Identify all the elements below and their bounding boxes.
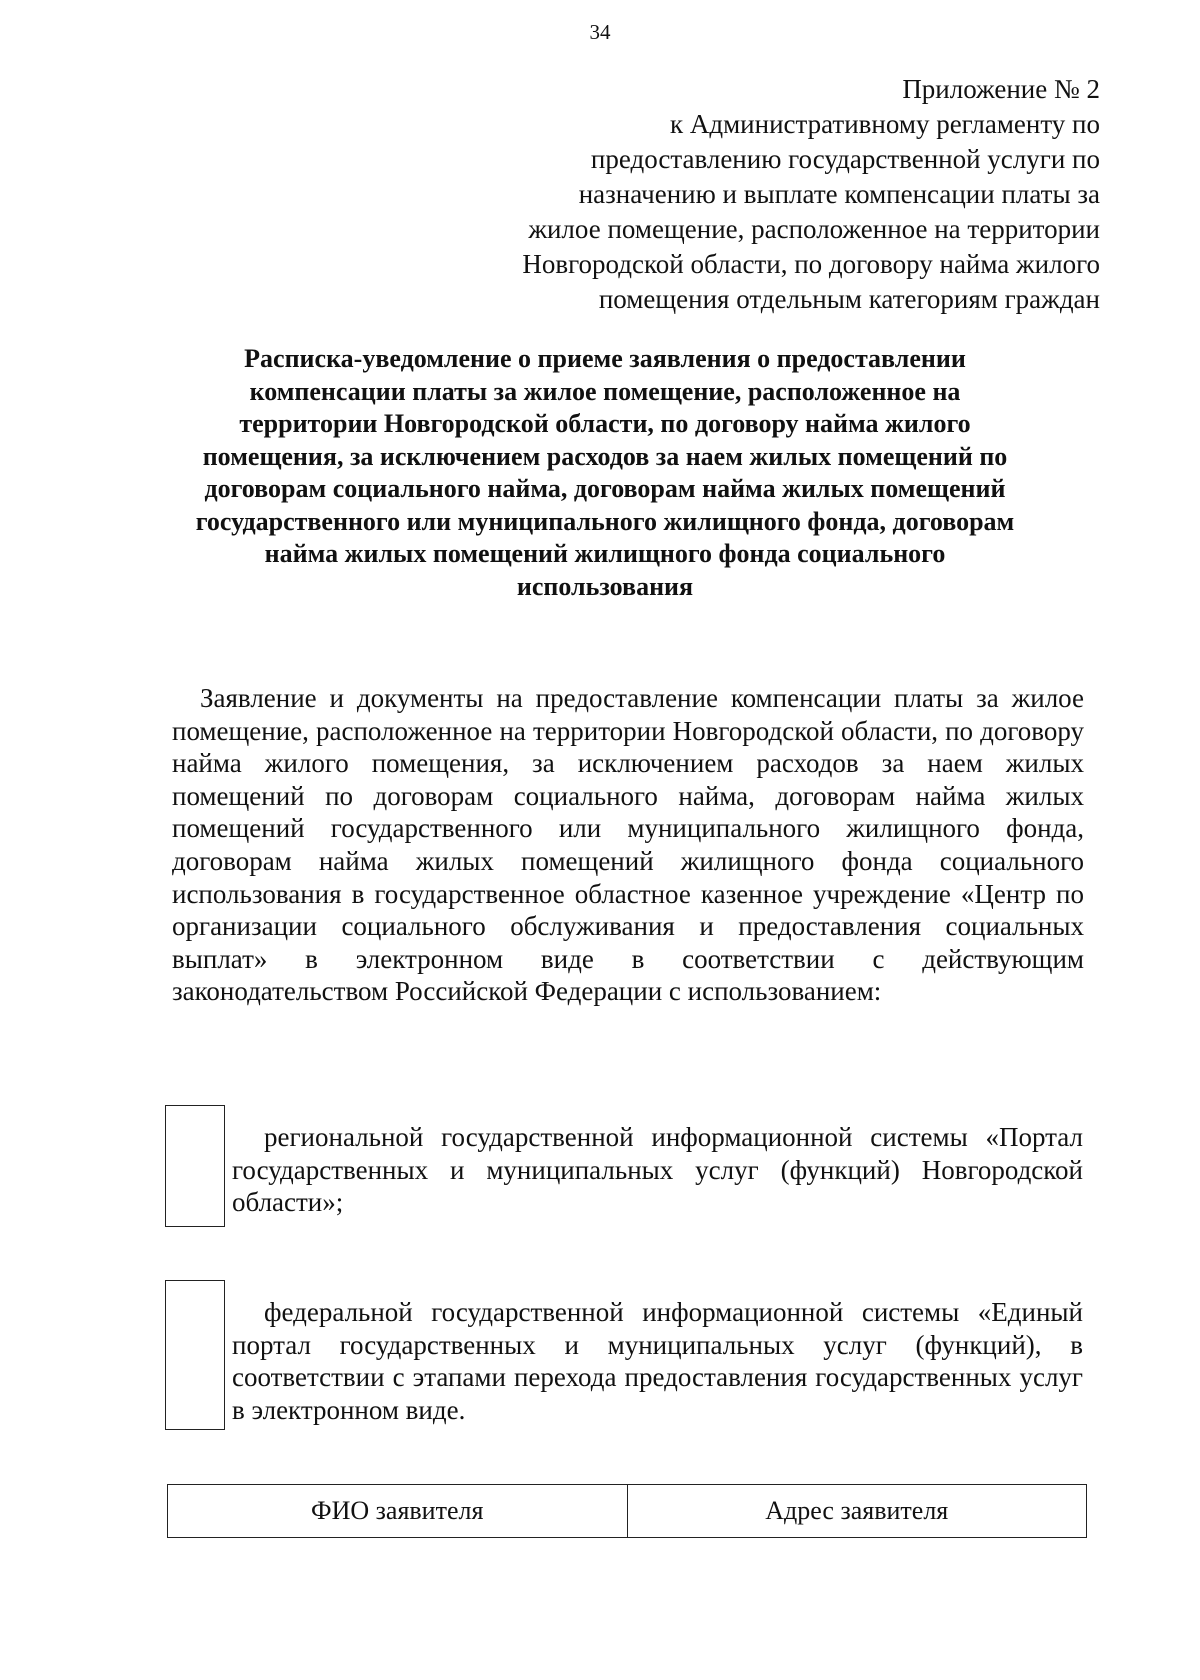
- title-line: найма жилых помещений жилищного фонда социального: [264, 539, 946, 568]
- table-header-row: [168, 1485, 1087, 1538]
- title-line: государственного или муниципального жилищного фонда, договорам: [195, 506, 1015, 536]
- title-line: Расписка-уведомление о приеме заявления о предоставлении: [244, 344, 966, 373]
- title-line: компенсации платы за жилое помещение, расположенное на: [249, 376, 961, 406]
- title-line: помещения, за исключением расходов за наем жилых помещений по: [202, 441, 1008, 471]
- appendix-line: к Административному регламенту по: [669, 109, 1100, 139]
- table-header-name: ФИО заявителя: [168, 1485, 628, 1538]
- option-text: региональной государственной информационной системы «Портал государственных и муниципальных услуг (функций) Новгородской области»;: [232, 1122, 1083, 1217]
- appendix-line: предоставлению государственной услуги по: [590, 144, 1100, 174]
- table-header-address: Адрес заявителя: [627, 1485, 1087, 1538]
- document-title: [160, 343, 1050, 603]
- page-number: 34: [589, 20, 611, 44]
- appendix-header: [480, 72, 1100, 317]
- title-line: договорам социального найма, договорам найма жилых помещений: [204, 474, 1006, 503]
- title-line: территории Новгородской области, по договору найма жилого: [239, 409, 971, 438]
- appendix-line: Приложение № 2: [902, 74, 1100, 104]
- applicant-table: [167, 1484, 1087, 1538]
- appendix-line: помещения отдельным категориям граждан: [598, 284, 1100, 314]
- option-checkbox[interactable]: [165, 1105, 225, 1227]
- title-line: использования: [516, 571, 694, 601]
- option-text: федеральной государственной информационной системы «Единый портал государственных и муниципальных услуг (функций), в соответствии с этапами перехода предоставления государственных услуг в электронном виде.: [232, 1297, 1083, 1425]
- body-paragraph: Заявление и документы на предоставление компенсации платы за жилое помещение, расположенное на территории Новгородской области, по договору найма жилого помещения, за исключением расходов за наем жилых помещений по договорам социального найма, договорам найма жилых помещений государственного или муниципального жилищного фонда, договорам найма жилых помещений жилищного фонда социального использования в государственное областное казенное учреждение «Центр по организации социального обслуживания и предоставления социальных выплат» в электронном виде в соответствии с действующим законодательством Российской Федерации с использованием:: [172, 683, 1084, 1007]
- appendix-line: жилое помещение, расположенное на территории: [528, 214, 1100, 244]
- appendix-line: назначению и выплате компенсации платы за: [578, 179, 1100, 209]
- appendix-line: Новгородской области, по договору найма жилого: [522, 249, 1100, 279]
- option-checkbox[interactable]: [165, 1280, 225, 1430]
